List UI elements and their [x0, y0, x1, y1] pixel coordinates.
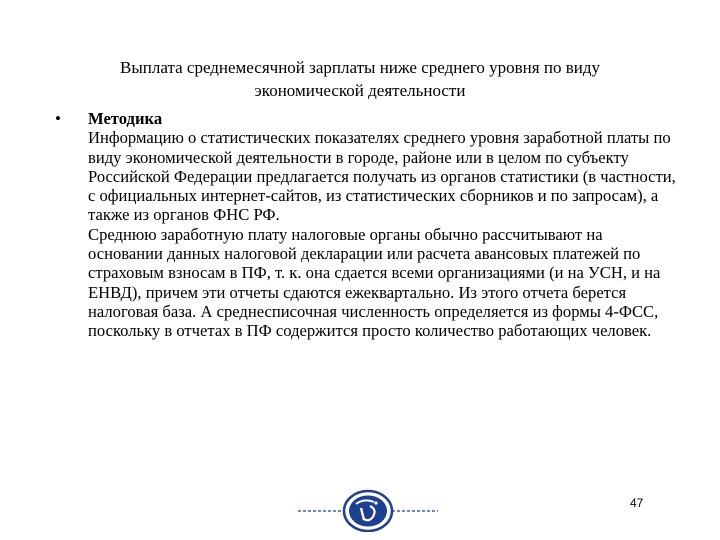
page-number: 47: [630, 496, 644, 510]
section-heading: Методика: [88, 109, 163, 128]
page-title: [60, 56, 660, 102]
title-line-1: Выплата среднемесячной зарплаты ниже среднего уровня по виду: [120, 58, 600, 77]
bullet-dot: •: [55, 109, 61, 128]
emblem-icon: [298, 488, 438, 532]
bullet-content: [88, 109, 678, 341]
title-line-2: экономической деятельности: [254, 81, 466, 100]
paragraph-statistics: Информацию о статистических показателях среднего уровня заработной платы по виду экономической деятельности в городе, районе или в целом по субъекту Российской Федерации предлагается получать из органов статистики (в частности, с официальных интернет-сайтов, из статистических сборников и по запросам), а также из органов ФНС РФ.: [88, 128, 676, 225]
paragraph-tax-authorities: Среднюю заработную плату налоговые органы обычно рассчитывают на основании данных налоговой декларации или расчета авансовых платежей по страховым взносам в ПФ, т. к. она сдается всеми организациями (и на УСН, и на ЕНВД), причем эти отчеты сдаются ежеквартально. Из этого отчета берется налоговая база. А среднесписочная численность определяется из формы 4-ФСС, поскольку в отчетах в ПФ содержится просто количество работающих человек.: [88, 224, 661, 341]
